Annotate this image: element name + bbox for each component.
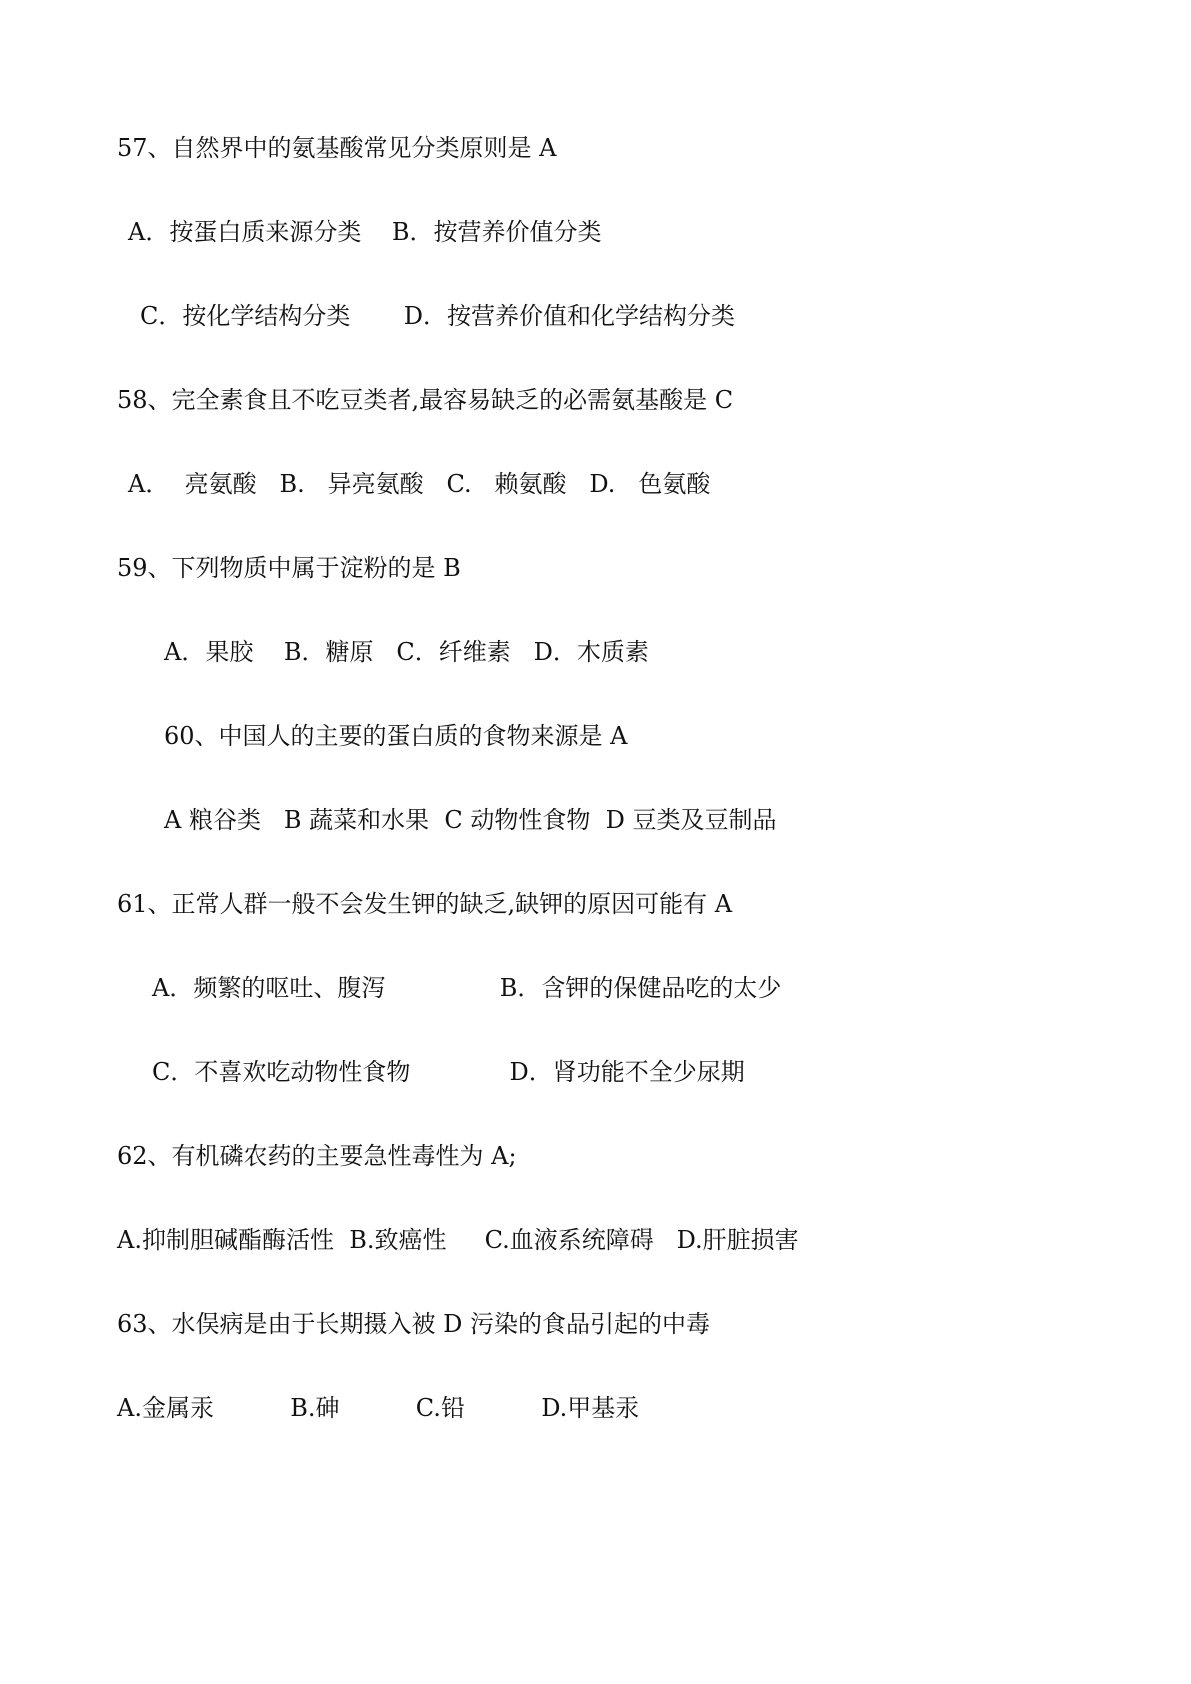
question-63: 63、水俣病是由于长期摄入被 D 污染的食品引起的中毒	[117, 1310, 711, 1338]
question-59: 59、下列物质中属于淀粉的是 B	[117, 554, 461, 582]
question-61: 61、正常人群一般不会发生钾的缺乏,缺钾的原因可能有 A	[117, 890, 733, 918]
question-58: 58、完全素食且不吃豆类者,最容易缺乏的必需氨基酸是 C	[117, 386, 734, 414]
question-57: 57、自然界中的氨基酸常见分类原则是 A	[117, 134, 557, 162]
question-62: 62、有机磷农药的主要急性毒性为 A;	[117, 1142, 517, 1170]
question-60-options: A 粮谷类 B 蔬菜和水果 C 动物性食物 D 豆类及豆制品	[164, 806, 777, 834]
question-61-options-row-1: A．频繁的呕吐、腹泻 B．含钾的保健品吃的太少	[152, 974, 782, 1002]
question-63-options: A.金属汞 B.砷 C.铅 D.甲基汞	[117, 1394, 640, 1422]
question-57-options-row-1: A．按蛋白质来源分类 B．按营养价值分类	[128, 218, 602, 246]
question-58-options: A． 亮氨酸 B. 异亮氨酸 C. 赖氨酸 D. 色氨酸	[128, 470, 711, 498]
question-59-options: A．果胶 B．糖原 C．纤维素 D．木质素	[164, 638, 649, 666]
question-57-options-row-2: C．按化学结构分类 D．按营养价值和化学结构分类	[140, 302, 736, 330]
question-60: 60、中国人的主要的蛋白质的食物来源是 A	[164, 722, 628, 750]
question-61-options-row-2: C．不喜欢吃动物性食物 D．肾功能不全少尿期	[152, 1058, 745, 1086]
question-62-options: A.抑制胆碱酯酶活性 B.致癌性 C.血液系统障碍 D.肝脏损害	[117, 1226, 799, 1254]
